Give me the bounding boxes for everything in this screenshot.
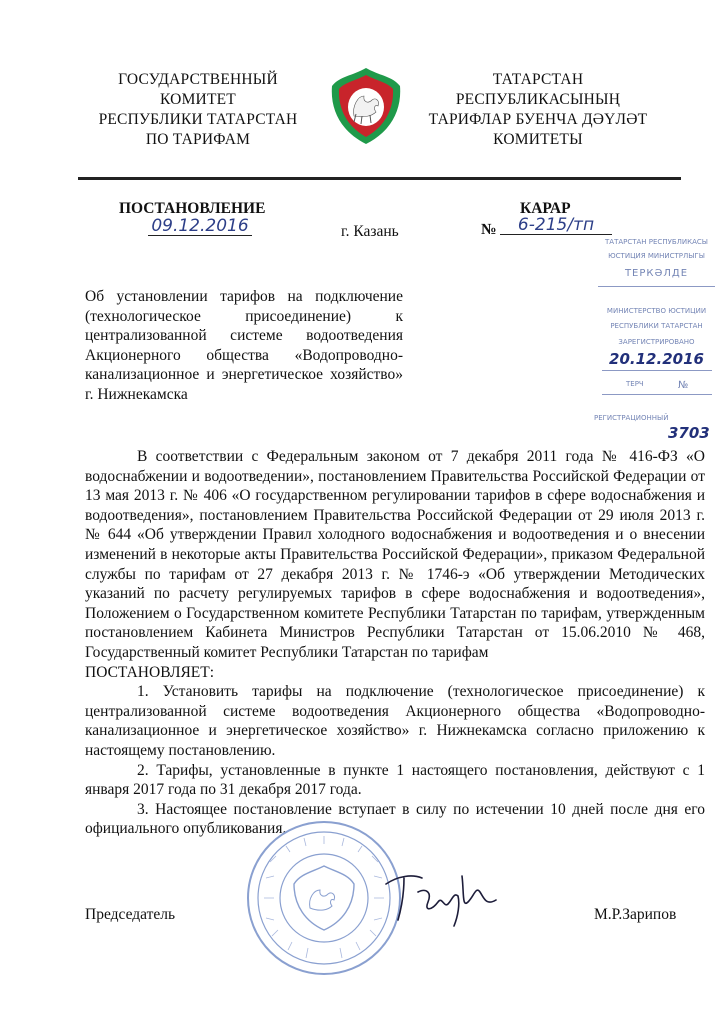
stamp-reg-number: 3703 <box>668 424 710 442</box>
stamp-line: ТЕРКӘЛДЕ <box>624 268 689 279</box>
signature-mark <box>378 862 508 932</box>
stamp-line: ТАТАРСТАН РЕСПУБЛИКАСЫ <box>605 238 708 246</box>
stamp-no: № <box>678 380 689 391</box>
signature-position: Председатель <box>85 906 176 923</box>
body-resolves: ПОСТАНОВЛЯЕТ: <box>85 663 215 681</box>
tatarstan-emblem-icon <box>330 66 402 146</box>
doc-type-ru: ПОСТАНОВЛЕНИЕ <box>119 200 266 217</box>
stamp-terch: ТЕРЧ <box>626 380 644 388</box>
doc-body <box>85 447 705 839</box>
body-item-3: 3. Настоящее постановление вступает в силу по истечении 10 дней после дня его официального опубликования. <box>85 800 705 838</box>
stamp-line: ЗАРЕГИСТРИРОВАНО <box>618 338 695 346</box>
doc-type-tt: КАРАР <box>520 200 571 217</box>
body-item-1: 1. Установить тарифы на подключение (технологическое присоединение) к централизованной системе водоотведения Акционерного общества «Водопроводно-канализационное и энергетическое хозяйство» г. Нижнекамска согласно приложению к настоящему постановлению. <box>85 683 705 759</box>
stamp-line: РЕСПУБЛИКИ ТАТАРСТАН <box>610 322 703 330</box>
header-right-line: ТАРИФЛАР БУЕНЧА ДӘҮЛӘТ <box>428 111 648 128</box>
stamp-line: ЮСТИЦИЯ МИНИСТРЛЫГЫ <box>608 252 705 260</box>
header-right <box>420 70 656 150</box>
header-right-line: КОМИТЕТЫ <box>493 131 583 148</box>
doc-number-label: № <box>481 221 497 238</box>
doc-subject: Об установлении тарифов на подключение (технологическое присоединение) к централизованной системе водоотведения Акционерного общества «Водопроводно-канализационное и энергетическое хозяйство» г. Нижнекамска <box>85 288 403 403</box>
header-left-line: ГОСУДАРСТВЕННЫЙ <box>118 71 278 88</box>
stamp-rule <box>602 394 712 395</box>
header-left-line: ПО ТАРИФАМ <box>145 131 251 148</box>
doc-number: 6-215/тп <box>500 216 612 235</box>
registration-stamp <box>592 224 721 464</box>
header-right-line: РЕСПУБЛИКАСЫНЫҢ <box>455 91 621 108</box>
stamp-line: МИНИСТЕРСТВО ЮСТИЦИИ <box>606 307 707 315</box>
header-right-line: ТАТАРСТАН <box>492 71 584 88</box>
body-intro: В соответствии с Федеральным законом от 7 декабря 2011 года № 416-ФЗ «О водоснабжении и водоотведении», постановлением Правительства Российской Федерации от 13 мая 2013 г. № 406 «О государственном регулировании тарифов в сфере водоснабжения и водоотведения», постановлением Правительства Российской Федерации от 29 июля 2013 г. № 644 «Об утверждении Правил холодного водоснабжения и водоотведения и о внесении изменений в некоторые акты Правительства Российской Федерации», приказом Федеральной службы по тарифам от 27 декабря 2013 г. № 1746-э «Об утверждении Методических указаний по расчету регулируемых тарифов в сфере водоснабжения и водоотведения», Положением о Государственном комитете Республики Татарстан по тарифам, утвержденным постановлением Кабинета Министров Республики Татарстан от 15.06.2010 № 468, Государственный комитет Республики Татарстан по тарифам <box>85 448 705 661</box>
doc-city: г. Казань <box>341 223 399 240</box>
header-left <box>80 70 316 150</box>
header-left-line: РЕСПУБЛИКИ ТАТАРСТАН <box>98 111 298 128</box>
header-left-line: КОМИТЕТ <box>160 91 236 108</box>
stamp-registration-date: 20.12.2016 <box>609 350 704 368</box>
header-divider <box>78 177 681 180</box>
doc-date: 09.12.2016 <box>148 217 252 236</box>
signature-name: М.Р.Зарипов <box>594 906 677 923</box>
stamp-rule <box>598 286 715 287</box>
stamp-rule <box>602 370 712 371</box>
body-item-2: 2. Тарифы, установленные в пункте 1 настоящего постановления, действуют с 1 января 2017 года по 31 декабря 2017 года. <box>85 761 705 799</box>
stamp-reg: РЕГИСТРАЦИОННЫЙ <box>594 414 669 422</box>
